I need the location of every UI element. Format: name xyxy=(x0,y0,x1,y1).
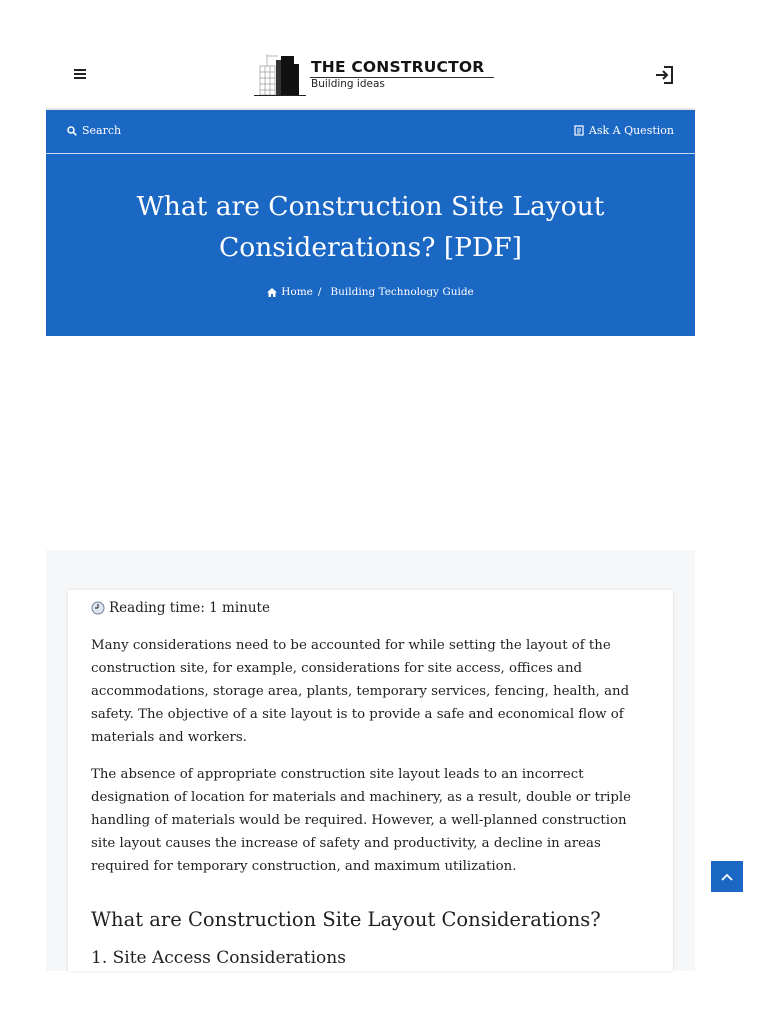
logo-tagline: Building ideas xyxy=(311,78,385,90)
breadcrumb xyxy=(46,286,695,298)
login-icon[interactable] xyxy=(654,64,676,86)
breadcrumb-category-label: Building Technology Guide xyxy=(330,286,474,298)
clock-icon xyxy=(91,601,105,615)
reading-time xyxy=(91,600,270,616)
home-icon xyxy=(267,288,277,297)
breadcrumb-home[interactable] xyxy=(267,286,313,298)
reading-time-label: Reading time: 1 minute xyxy=(109,600,270,616)
chevron-up-icon xyxy=(721,873,733,881)
question-form-icon xyxy=(574,125,584,136)
ask-question-label: Ask A Question xyxy=(588,124,674,137)
search-label: Search xyxy=(82,124,122,137)
breadcrumb-separator: / xyxy=(317,286,322,298)
search-button[interactable] xyxy=(67,124,121,137)
subsection-heading: 1. Site Access Considerations xyxy=(91,948,346,968)
back-to-top-button[interactable] xyxy=(711,861,743,892)
article-card xyxy=(68,590,673,971)
top-bar xyxy=(46,110,695,154)
site-logo[interactable] xyxy=(254,52,499,98)
section-heading: What are Construction Site Layout Considerations? xyxy=(91,908,601,931)
site-header xyxy=(46,40,695,110)
breadcrumb-home-label: Home xyxy=(281,286,313,298)
article-paragraph: The absence of appropriate construction site layout leads to an incorrect designation of location for materials and machinery, as a result, double or triple handling of materials would be required. However, a well-planned construction site layout causes the increase of safety and productivity, a decline in areas required for temporary construction, and maximum utilization. xyxy=(91,767,632,874)
search-icon xyxy=(67,126,77,136)
article-paragraph: Many considerations need to be accounted for while setting the layout of the construction site, for example, considerations for site access, offices and accommodations, storage area, plants, temporary services, fencing, health, and safety. The objective of a site layout is to provide a safe and economical flow of materials and workers. xyxy=(91,638,630,745)
ask-question-button[interactable] xyxy=(574,124,674,137)
logo-title: THE CONSTRUCTOR xyxy=(311,58,485,76)
hero-banner xyxy=(46,110,695,336)
breadcrumb-category[interactable] xyxy=(330,286,473,298)
page-title: What are Construction Site Layout Considerations? [PDF] xyxy=(136,191,605,263)
building-logo-icon xyxy=(254,52,306,98)
hamburger-menu-icon[interactable] xyxy=(74,69,86,79)
